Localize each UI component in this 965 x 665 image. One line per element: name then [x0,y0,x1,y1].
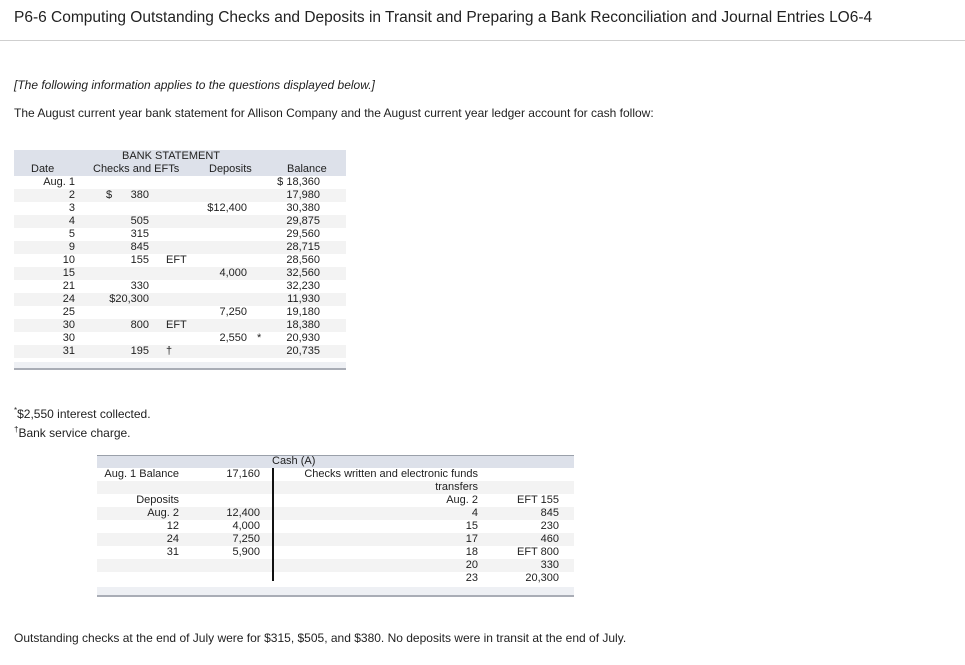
header-deposits: Deposits [209,163,252,175]
cash-t-account [97,455,574,598]
row-balance: $ 18,360 [277,176,320,188]
t-account-header-background [97,456,574,468]
outstanding-checks-text: Outstanding checks at the end of July were for $315, $505, and $380. No deposits were in transit at the end of July. [14,631,627,645]
check-date: 23 [465,572,478,584]
check-amount: EFT 155 [517,494,559,506]
check-amount: 330 [540,559,559,571]
row-balance: 32,230 [286,280,320,292]
bank-row [14,267,346,280]
row-balance: 17,980 [286,189,320,201]
row-date: 9 [68,241,75,253]
bank-row [14,319,346,332]
t-account-row [97,494,574,507]
row-balance: 29,875 [286,215,320,227]
footnote-service-text: Bank service charge. [18,426,131,440]
bank-bottom-rule [14,368,346,370]
row-date: 10 [62,254,75,266]
row-balance: 20,735 [286,345,320,357]
row-balance: 32,560 [286,267,320,279]
check-date: 20 [465,559,478,571]
row-date: Aug. 1 [43,176,75,188]
bank-row [14,228,346,241]
t-account-row [97,572,574,585]
row-check-amount: 155 [130,254,149,266]
checks-label-line2: transfers [435,481,478,493]
deposit-date: 12 [166,520,179,532]
t-account-divider [272,468,274,581]
row-deposit-mark: * [257,332,262,344]
row-date: 2 [68,189,75,201]
row-balance: 29,560 [286,228,320,240]
bank-row [14,176,346,189]
header-checks: Checks and EFTs [93,163,180,175]
row-date: 15 [62,267,75,279]
row-balance: 28,715 [286,241,320,253]
header-date: Date [31,163,55,175]
footnote-interest [14,406,151,421]
t-account-row [97,507,574,520]
checks-label-line1: Checks written and electronic funds [304,468,478,480]
bank-row [14,202,346,215]
row-deposit-amount: 2,550 [219,332,247,344]
balance-value: 17,160 [226,468,260,480]
check-date: 4 [471,507,478,519]
t-account-row [97,520,574,533]
check-amount: 20,300 [525,572,559,584]
bank-row [14,306,346,319]
header-balance: Balance [287,163,327,175]
t-account-bottom-rule [97,595,574,597]
page-title: P6-6 Computing Outstanding Checks and Deposits in Transit and Preparing a Bank Reconciliation and Journal Entries LO6-4 [14,9,873,26]
row-balance: 18,380 [286,319,320,331]
row-balance: 19,180 [286,306,320,318]
check-amount: 845 [540,507,559,519]
balance-label: Aug. 1 Balance [104,468,179,480]
row-check-amount: 380 [130,189,149,201]
row-check-amount: 505 [130,215,149,227]
bank-row [14,189,346,202]
info-note: [The following information applies to the questions displayed below.] [14,78,375,92]
check-amount: 460 [540,533,559,545]
t-account-footer-background [97,587,574,595]
t-account-row [97,468,574,481]
deposits-label: Deposits [136,494,179,506]
bank-row [14,280,346,293]
row-check-amount: 315 [130,228,149,240]
row-date: 30 [62,332,75,344]
bank-row [14,241,346,254]
row-check-amount: 330 [130,280,149,292]
deposit-date: 31 [166,546,179,558]
check-amount: EFT 800 [517,546,559,558]
row-balance: 30,380 [286,202,320,214]
bank-row [14,215,346,228]
row-deposit-amount: $12,400 [207,202,247,214]
row-check-amount: 800 [130,319,149,331]
title-divider [0,40,965,41]
row-check-amount: 195 [130,345,149,357]
row-check-amount: 845 [130,241,149,253]
check-date: 15 [465,520,478,532]
bank-statement-title: BANK STATEMENT [122,150,220,162]
row-date: 30 [62,319,75,331]
row-balance: 11,930 [287,293,320,305]
row-date: 3 [68,202,75,214]
t-account-title: Cash (A) [272,455,316,467]
row-deposit-amount: 7,250 [219,306,247,318]
t-account-row [97,546,574,559]
intro-text: The August current year bank statement for Allison Company and the August current year ledger account for cash follow: [14,106,654,120]
deposit-date: 24 [166,533,179,545]
row-balance: 20,930 [286,332,320,344]
dagger-mark: † [14,425,19,434]
bank-statement-table [14,150,346,372]
t-account-row [97,533,574,546]
row-check-tag: EFT [166,254,187,266]
row-date: 24 [62,293,75,305]
footnote-service [14,425,131,440]
bank-row [14,332,346,345]
row-date: 4 [68,215,75,227]
deposit-amount: 7,250 [232,533,260,545]
row-deposit-amount: 4,000 [219,267,247,279]
row-date: 25 [62,306,75,318]
row-check-tag: EFT [166,319,187,331]
row-check-tag: † [166,345,173,357]
row-date: 21 [62,280,75,292]
bank-row [14,345,346,358]
footnote-interest-text: $2,550 interest collected. [17,407,151,421]
deposit-date: Aug. 2 [147,507,179,519]
deposit-amount: 4,000 [232,520,260,532]
deposit-amount: 5,900 [232,546,260,558]
t-account-row [97,559,574,572]
row-date: 31 [62,345,75,357]
asterisk-mark: * [14,406,18,415]
row-dollar-sign: $ [106,189,113,201]
check-date: Aug. 2 [446,494,478,506]
row-check-amount: $20,300 [109,293,149,305]
check-amount: 230 [540,520,559,532]
t-account-row [97,481,574,494]
bank-row [14,293,346,306]
check-date: 17 [465,533,478,545]
row-balance: 28,560 [286,254,320,266]
row-date: 5 [68,228,75,240]
bank-row [14,254,346,267]
deposit-amount: 12,400 [226,507,260,519]
check-date: 18 [465,546,478,558]
